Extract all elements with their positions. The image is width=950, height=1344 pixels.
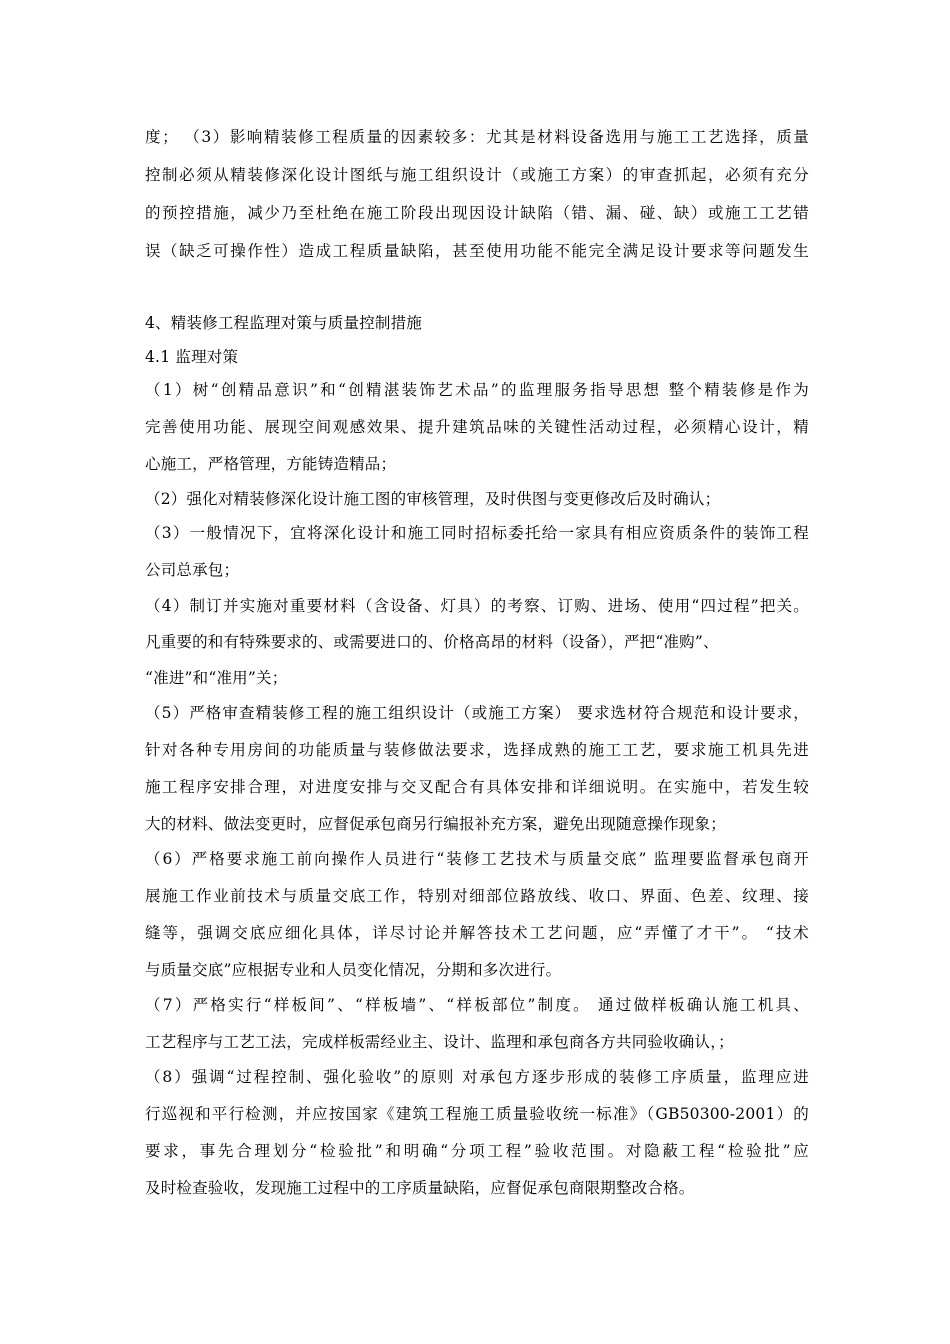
list-item-line: 公司总承包； (145, 561, 240, 579)
list-item-line: （4）制订并实施对重要材料（含设备、灯具）的考察、订购、进场、使用“四过程”把关。 (145, 597, 809, 615)
list-item-line: 完善使用功能、展现空间观感效果、提升建筑品味的关键性活动过程，必须精心设计，精 (145, 418, 809, 436)
list-item-line: 展施工作业前技术与质量交底工作，特别对细部位路放线、收口、界面、色差、纹理、接 (145, 887, 809, 905)
list-item-line: （3）一般情况下，宜将深化设计和施工同时招标委托给一家具有相应资质条件的装饰工程 (145, 524, 809, 542)
list-item-line: 行巡视和平行检测，并应按国家《建筑工程施工质量验收统一标准》（GB50300-2001）的 (145, 1105, 809, 1123)
list-item-line: （1）树“创精品意识”和“创精湛装饰艺术品”的监理服务指导思想 整个精装修是作为 (145, 381, 809, 399)
paragraph-line: 控制必须从精装修深化设计图纸与施工组织设计（或施工方案）的审查抓起，必须有充分 (145, 166, 809, 184)
list-item-line: 凡重要的和有特殊要求的、或需要进口的、价格高昂的材料（设备），严把“准购”、 (145, 633, 719, 651)
list-item-line: 施工程序安排合理，对进度安排与交叉配合有具体安排和详细说明。在实施中，若发生较 (145, 778, 809, 796)
list-item-line: 大的材料、做法变更时，应督促承包商另行编报补充方案，避免出现随意操作现象； (145, 815, 726, 833)
list-item-line: （6）严格要求施工前向操作人员进行“装修工艺技术与质量交底” 监理要监督承包商开 (145, 850, 809, 868)
section-heading: 4、精装修工程监理对策与质量控制措施 (145, 314, 422, 332)
paragraph-line: 误（缺乏可操作性）造成工程质量缺陷，甚至使用功能不能完全满足设计要求等问题发生 (145, 242, 809, 260)
list-item-line: 要求，事先合理划分“检验批”和明确“分项工程”验收范围。对隐蔽工程“检验批”应 (145, 1142, 809, 1160)
subsection-heading: 4.1 监理对策 (145, 348, 239, 366)
list-item-line: （8）强调“过程控制、强化验收”的原则 对承包方逐步形成的装修工序质量，监理应进 (145, 1068, 809, 1086)
list-item-line: “准进”和“准用”关； (145, 669, 288, 687)
list-item-line: 与质量交底”应根据专业和人员变化情况，分期和多次进行。 (145, 961, 562, 979)
list-item-line: 心施工，严格管理，方能铸造精品； (145, 455, 397, 473)
paragraph-line: 度； （3）影响精装修工程质量的因素较多：尤其是材料设备选用与施工工艺选择，质量 (145, 128, 809, 146)
list-item-line: 工艺程序与工艺工法，完成样板需经业主、设计、监理和承包商各方共同验收确认，； (145, 1033, 734, 1051)
list-item-line: （5）严格审查精装修工程的施工组织设计（或施工方案） 要求选材符合规范和设计要求， (145, 704, 809, 722)
list-item-line: 针对各种专用房间的功能质量与装修做法要求，选择成熟的施工工艺，要求施工机具先进 (145, 741, 809, 759)
list-item-line: （2）强化对精装修深化设计施工图的审核管理，及时供图与变更修改后及时确认； (145, 490, 721, 508)
list-item-line: （7）严格实行“样板间”、“样板墙”、“样板部位”制度。 通过做样板确认施工机具、 (145, 996, 809, 1014)
list-item-line: 缝等，强调交底应细化具体，详尽讨论并解答技术工艺问题，应“弄懂了才干”。 “技术 (145, 924, 809, 942)
paragraph-line: 的预控措施，减少乃至杜绝在施工阶段出现因设计缺陷（错、漏、碰、缺）或施工工艺错 (145, 204, 809, 222)
list-item-line: 及时检查验收，发现施工过程中的工序质量缺陷，应督促承包商限期整改合格。 (145, 1179, 695, 1197)
